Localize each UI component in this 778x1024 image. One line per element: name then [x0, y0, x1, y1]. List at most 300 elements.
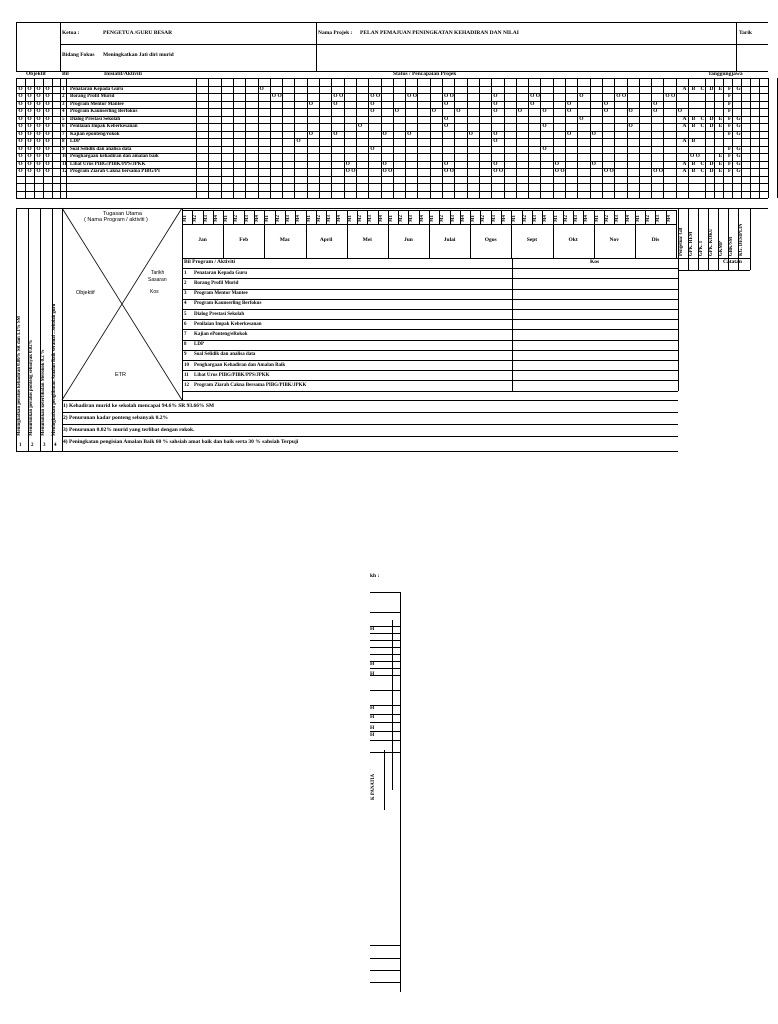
row-name: Kajian eponteng/rokok: [70, 131, 120, 137]
objective-mark: O: [27, 85, 32, 92]
status-mark: O: [579, 93, 584, 99]
status-matrix: [16, 78, 768, 204]
row-name: Soal Selidik dan analisa data: [70, 146, 132, 152]
program-name: Program Mentor Mantee: [194, 291, 248, 297]
tj-mark: F: [727, 145, 732, 152]
program-bil: 12: [184, 382, 189, 388]
tj-mark: C: [700, 123, 705, 129]
objective-mark: O: [45, 168, 50, 174]
objective-mark: O: [36, 123, 41, 129]
month-week-grid: [182, 210, 676, 258]
status-mark: O O: [382, 168, 393, 174]
program-bil: 6: [184, 321, 187, 327]
objective-mark: O: [27, 130, 32, 137]
week-label: M4: [625, 215, 631, 222]
fragment-h-mark: H: [370, 661, 375, 667]
status-mark: O: [444, 160, 449, 167]
objective-vertical-text: Meningkatkan peratus kehadiran 0.86% SR dan 1.1% SM: [17, 315, 22, 436]
month-label: Dis: [651, 237, 660, 243]
week-label: M1: [471, 215, 477, 222]
objective-mark: O: [27, 115, 32, 122]
objective-mark: O: [36, 85, 41, 92]
week-label: M1: [224, 215, 230, 222]
tj-mark: F: [727, 85, 732, 92]
status-mark: O: [554, 160, 559, 167]
tj-mark: B: [691, 160, 696, 167]
projek-value: PELAN PEMAJUAN PENINGKATAN KEHADIRAN DAN NILAI: [360, 30, 519, 36]
objective-mark: O: [36, 100, 41, 107]
objective-mark: O: [45, 115, 50, 122]
tanggungjawab-header: Tanggungjawa: [708, 71, 743, 77]
objective-mark: O: [45, 153, 50, 159]
status-mark: O: [382, 160, 387, 167]
objective-mark: O: [45, 130, 50, 137]
tj-mark: F: [727, 115, 732, 122]
status-mark: O: [333, 130, 338, 137]
status-mark: O: [345, 160, 350, 167]
status-mark: O: [493, 93, 498, 99]
week-label: M2: [316, 215, 322, 222]
week-label: M2: [357, 215, 363, 222]
objective-mark: O: [36, 108, 41, 114]
tj-mark: G: [736, 130, 741, 137]
status-mark: O O: [653, 168, 664, 174]
status-mark: O: [444, 100, 449, 107]
week-label: M3: [285, 215, 291, 222]
status-mark: O: [296, 138, 301, 144]
objective-mark: O: [18, 93, 23, 99]
month-label: Julai: [443, 237, 456, 243]
objective-number: 3: [43, 443, 46, 448]
objective-mark: O: [45, 123, 50, 129]
week-label: M4: [213, 215, 219, 222]
tj-col-label: Pengetua/ GB: [679, 227, 684, 256]
program-bil: 1: [184, 270, 187, 276]
fragment-h-mark: H: [370, 725, 375, 731]
week-label: M2: [440, 215, 446, 222]
objective-vertical-text: Menurunkan peratus ponteng sebanyak 0.02%: [29, 339, 34, 436]
week-label: M3: [409, 215, 415, 222]
status-mark: O: [493, 100, 498, 107]
week-label: M3: [327, 215, 333, 222]
fragment-h-mark: H: [370, 714, 375, 720]
week-label: M3: [615, 215, 621, 222]
objective-vertical-text: Menurunkan keterlibatan Merokok 0.2 %: [41, 349, 46, 436]
tj-mark: F: [727, 130, 732, 137]
status-mark: O: [591, 160, 596, 167]
week-label: M2: [399, 215, 405, 222]
program-name: Kajian ePonteng/eRokok: [194, 331, 248, 337]
program-name: LDP: [194, 342, 204, 348]
status-mark: O: [493, 160, 498, 167]
status-mark: O: [567, 130, 572, 137]
month-label: Okt: [568, 237, 578, 243]
tj-mark: G: [736, 168, 741, 174]
week-label: M1: [594, 215, 600, 222]
week-label: M4: [543, 215, 549, 222]
week-label: M4: [255, 215, 261, 222]
tj-col-label: GBK/SM: [729, 236, 734, 256]
row-bil: 11: [62, 161, 67, 167]
status-mark: O O: [370, 93, 381, 99]
status-header: Status / Pencapaian Projek: [393, 71, 457, 77]
ketua-label: Ketua :: [62, 30, 80, 36]
tj-mark: F: [727, 100, 732, 107]
objective-mark: O: [18, 123, 23, 129]
status-mark: O O: [603, 168, 614, 174]
objective-mark: O: [45, 100, 50, 107]
week-label: M4: [502, 215, 508, 222]
week-label: M4: [584, 215, 590, 222]
tj-mark: C: [700, 168, 705, 174]
status-mark: O: [493, 108, 498, 114]
program-bil: 10: [184, 362, 189, 368]
tarikh-label: Tarik: [739, 30, 752, 36]
week-label: M2: [275, 215, 281, 222]
program-bil: 5: [184, 311, 187, 317]
status-mark: O: [308, 130, 313, 137]
week-label: M3: [244, 215, 250, 222]
program-bil: 8: [184, 342, 187, 348]
status-mark: O O: [690, 153, 700, 159]
program-name: Soal Selidik dan analisa data: [194, 352, 256, 358]
tj-mark: F: [727, 108, 732, 114]
row-bil: 6: [62, 124, 65, 129]
week-label: M1: [388, 215, 394, 222]
tj-mark: G: [736, 145, 741, 152]
row-bil: 10: [62, 154, 67, 159]
month-label: Sept: [526, 237, 538, 243]
status-mark: O: [603, 100, 609, 107]
status-mark: O O: [554, 168, 565, 174]
objective-mark: O: [27, 160, 32, 167]
tj-mark: E: [718, 85, 723, 92]
row-name: Penilaian Impak Keberkesanan: [70, 124, 138, 129]
objective-mark: O: [27, 145, 32, 152]
objective-mark: O: [18, 138, 23, 144]
objective-mark: O: [45, 160, 50, 167]
status-mark: O: [407, 130, 412, 137]
tj-mark: E: [718, 160, 723, 167]
week-label: M1: [347, 215, 353, 222]
row-bil: 2: [62, 94, 65, 99]
objective-mark: O: [18, 153, 23, 159]
objective-mark: O: [36, 160, 41, 167]
tj-mark: G: [736, 160, 741, 167]
tj-mark: D: [709, 168, 714, 174]
catatan-header: Catatan: [723, 259, 742, 265]
status-mark: O O: [333, 93, 344, 99]
week-label: M4: [666, 215, 672, 222]
row-bil: 5: [62, 116, 65, 122]
row-name: Penghargaan kehadiran dan amalan baik: [70, 154, 159, 159]
week-label: M2: [563, 215, 569, 222]
week-label: M1: [512, 215, 518, 222]
objective-mark: O: [36, 115, 41, 122]
week-label: M3: [574, 215, 580, 222]
week-label: M1: [265, 215, 271, 222]
program-name: Program Kaunserling Berfokus: [194, 301, 262, 307]
month-label: April: [319, 237, 333, 243]
status-mark: O O: [665, 93, 676, 99]
status-mark: O: [456, 108, 461, 114]
objective-mark: O: [27, 108, 32, 114]
status-mark: O: [677, 108, 682, 114]
tj-mark: D: [709, 123, 714, 129]
program-bil: 3: [184, 291, 187, 297]
objective-mark: O: [45, 93, 50, 99]
objektif-label: Objektif: [76, 290, 95, 296]
kos-corner-label: Kos: [150, 289, 159, 295]
week-label: M1: [183, 215, 188, 222]
tj-mark: G: [736, 123, 741, 129]
week-label: M2: [234, 215, 240, 222]
status-mark: O: [370, 145, 375, 152]
status-mark: O O: [444, 168, 454, 174]
objective-mark: O: [36, 138, 41, 144]
week-label: M1: [430, 215, 435, 222]
status-mark: O: [382, 130, 387, 137]
tj-mark: B: [691, 168, 696, 174]
objective-number: 2: [31, 443, 34, 448]
objective-mark: O: [27, 123, 32, 129]
status-mark: O O: [493, 168, 504, 174]
tj-mark: B: [691, 138, 696, 144]
objective-mark: O: [45, 145, 50, 152]
status-mark: O O: [271, 93, 282, 99]
status-mark: O: [653, 108, 658, 114]
status-mark: O: [259, 85, 264, 92]
status-mark: O: [603, 108, 609, 114]
tj-mark: B: [691, 85, 696, 92]
status-mark: O O: [345, 168, 356, 174]
program-name: Dialog Prestasi Sekolah: [194, 311, 245, 317]
objektif-header: Objektif: [26, 71, 46, 77]
status-mark: O: [370, 100, 375, 107]
week-label: M1: [306, 215, 312, 222]
tarikh-sasaran-label: Tarikh: [151, 270, 165, 276]
status-mark: O: [493, 138, 498, 144]
week-label: M1: [635, 215, 641, 222]
bidang-label: Bidang Fokus: [62, 52, 95, 58]
week-label: M3: [368, 215, 374, 222]
program-name: Penghargaan Kehadiran dan Amalan Baik: [194, 362, 286, 368]
tj-mark: F: [727, 93, 732, 99]
sasaran-label: Sasaran: [148, 277, 167, 283]
nama-program-label: ( Nama Program / aktiviti ): [84, 217, 148, 223]
objective-statement: 2) Penurunan kadar ponteng sebanyak 0.2%: [63, 415, 169, 421]
program-bil: 9: [184, 352, 187, 358]
tj-mark: D: [709, 115, 714, 122]
tj-mark: G: [736, 85, 741, 92]
status-mark: O: [370, 108, 375, 114]
fragment-h-mark: H: [370, 732, 375, 738]
status-mark: O O: [444, 93, 454, 99]
row-bil: 3: [62, 101, 65, 107]
week-label: M3: [491, 215, 497, 222]
program-name: Penataran Kepada Guru: [194, 270, 248, 276]
week-label: M4: [337, 215, 343, 222]
week-label: M2: [481, 215, 487, 222]
tj-mark: G: [736, 115, 741, 122]
tj-mark: E: [718, 153, 723, 159]
objective-number: 1: [19, 443, 22, 448]
row-bil: 8: [62, 139, 65, 144]
week-label: M3: [203, 215, 209, 222]
tj-mark: C: [700, 85, 705, 92]
status-mark: O: [628, 108, 633, 114]
objective-statement: 4) Peningkatan pengisian Amalan Baik 60 % sahsiah amat baik dan baik serta 30 % sahsiah Terpuji: [63, 439, 299, 445]
fragment-tarikh: kh :: [370, 573, 380, 579]
status-mark: O: [579, 115, 584, 122]
tj-mark: E: [718, 115, 723, 122]
month-label: Nov: [609, 237, 619, 243]
row-name: Penataran Kepada Guru: [70, 86, 124, 92]
objective-mark: O: [36, 130, 41, 137]
objective-mark: O: [18, 108, 23, 114]
week-label: M3: [532, 215, 538, 222]
program-name: Penilaian Impak Keberkesanan: [194, 321, 262, 327]
row-bil: 9: [62, 146, 65, 152]
row-bil: 7: [62, 131, 65, 137]
week-label: M2: [522, 215, 528, 222]
bil-program-header: Bil Program / Aktiviti: [184, 259, 236, 265]
program-bil: 7: [184, 331, 187, 337]
month-label: Ogos: [484, 237, 497, 243]
tj-mark: E: [718, 123, 723, 129]
etr-label: ETR: [115, 372, 126, 378]
status-mark: O: [444, 123, 449, 129]
inisiatif-header: Inisiatif/Aktiviti: [104, 71, 142, 77]
program-bil: 11: [184, 372, 189, 378]
week-label: M4: [378, 215, 384, 222]
tj-mark: B: [691, 115, 696, 122]
program-bil: 4: [184, 301, 187, 307]
program-name: Libat Urus PIBG/PIBK/PPS/JPKK: [194, 372, 270, 378]
week-label: M2: [646, 215, 652, 222]
objective-mark: O: [45, 108, 50, 114]
status-mark: O: [357, 123, 363, 129]
objective-mark: O: [27, 168, 32, 174]
tj-mark: A: [682, 160, 687, 167]
tj-mark: D: [709, 85, 714, 92]
week-label: M4: [460, 215, 466, 222]
tj-mark: E: [718, 168, 723, 174]
status-mark: O: [530, 100, 535, 107]
status-mark: O O: [530, 93, 541, 99]
week-label: M2: [193, 215, 199, 222]
month-label: Mac: [279, 237, 291, 243]
row-bil: 1: [62, 86, 65, 92]
month-label: Jun: [403, 237, 413, 243]
row-name: Dialog Prestasi Sekolah: [70, 116, 121, 122]
objective-mark: O: [36, 93, 41, 99]
tj-col-label: GPK. 1: [699, 240, 704, 256]
row-name: LDP: [70, 139, 80, 144]
row-bil: 4: [62, 109, 65, 114]
status-mark: O: [333, 100, 338, 107]
status-mark: O: [567, 108, 572, 114]
objective-statement: 3) Penurunan 0.02% murid yang terlibat dengan rokok.: [63, 427, 195, 433]
tj-col-label: KG. DESIPLIN: [739, 223, 744, 256]
tj-mark: F: [727, 153, 732, 159]
fragment-h-mark: H: [370, 705, 375, 711]
status-mark: O: [468, 130, 473, 137]
objective-number: 4: [54, 443, 57, 448]
objective-mark: O: [27, 93, 32, 99]
objective-mark: O: [18, 145, 23, 152]
objective-mark: O: [18, 85, 23, 92]
tj-mark: B: [691, 123, 696, 129]
program-name: Program Ziarah Cakna Bersama PIBG/PIBK/JPKK: [194, 382, 307, 388]
objective-mark: O: [45, 138, 50, 144]
row-name: Program Mentor Mantee: [70, 101, 124, 107]
tj-mark: G: [736, 153, 741, 159]
status-mark: O: [653, 100, 658, 107]
objective-mark: O: [27, 138, 32, 144]
fragment-panatia: K PANATIA: [371, 773, 376, 800]
fragment-h-mark: H: [370, 626, 375, 632]
tj-col-label: GKMP: [719, 241, 724, 256]
projek-label: Nama Projek :: [318, 30, 353, 36]
week-label: M1: [553, 215, 559, 222]
week-label: M3: [656, 215, 662, 222]
objective-mark: O: [18, 100, 23, 107]
tj-mark: A: [682, 115, 687, 122]
tj-mark: A: [682, 138, 687, 144]
row-name: Borang Profil Murid: [70, 94, 115, 99]
month-label: Feb: [239, 237, 249, 243]
tj-mark: C: [700, 115, 705, 122]
status-mark: O: [444, 115, 449, 122]
status-mark: O: [431, 108, 436, 114]
objective-mark: O: [27, 100, 32, 107]
row-bil: 12: [62, 169, 67, 174]
objective-mark: O: [45, 85, 50, 92]
status-mark: O: [567, 100, 572, 107]
objective-vertical-text: Meningkatkan penglibatan Amalan Baik seramai ...sekolah guru: [52, 303, 57, 436]
status-mark: O: [308, 100, 313, 107]
status-mark: O O: [616, 93, 627, 99]
week-label: M3: [450, 215, 456, 222]
row-name: Program Kaunserling Berfokus: [70, 109, 138, 114]
objective-mark: O: [36, 153, 41, 159]
program-bil: 2: [184, 280, 187, 286]
tugasan-utama-label: Tugasan Utama: [103, 211, 142, 217]
kos-header: Kos: [590, 259, 600, 265]
tj-mark: C: [700, 160, 705, 167]
tj-col-label: GPK. KOKU: [709, 228, 714, 256]
row-name: Libat Urus PIBG/PIBK/PPS/JPKK: [70, 161, 146, 167]
week-label: M4: [296, 215, 302, 222]
status-mark: O: [542, 123, 547, 129]
tj-mark: F: [727, 168, 732, 174]
tj-mark: F: [727, 160, 732, 167]
tj-mark: A: [682, 123, 687, 129]
month-label: Mei: [362, 237, 372, 243]
objective-mark: O: [18, 130, 23, 137]
tj-col-label: GPK. HEM: [689, 231, 694, 256]
month-label: Jan: [198, 237, 207, 243]
row-name: Program Ziarah Cakna bersama PIBG/PI: [70, 169, 160, 174]
fragment-h-mark: H: [370, 671, 375, 677]
status-mark: O: [542, 108, 547, 114]
objective-mark: O: [18, 168, 23, 174]
status-mark: O: [394, 108, 400, 114]
program-name: Borang Profil Murid: [194, 280, 239, 286]
status-mark: O: [628, 123, 633, 129]
ketua-value: PENGETUA /GURU BESAR: [103, 30, 173, 36]
